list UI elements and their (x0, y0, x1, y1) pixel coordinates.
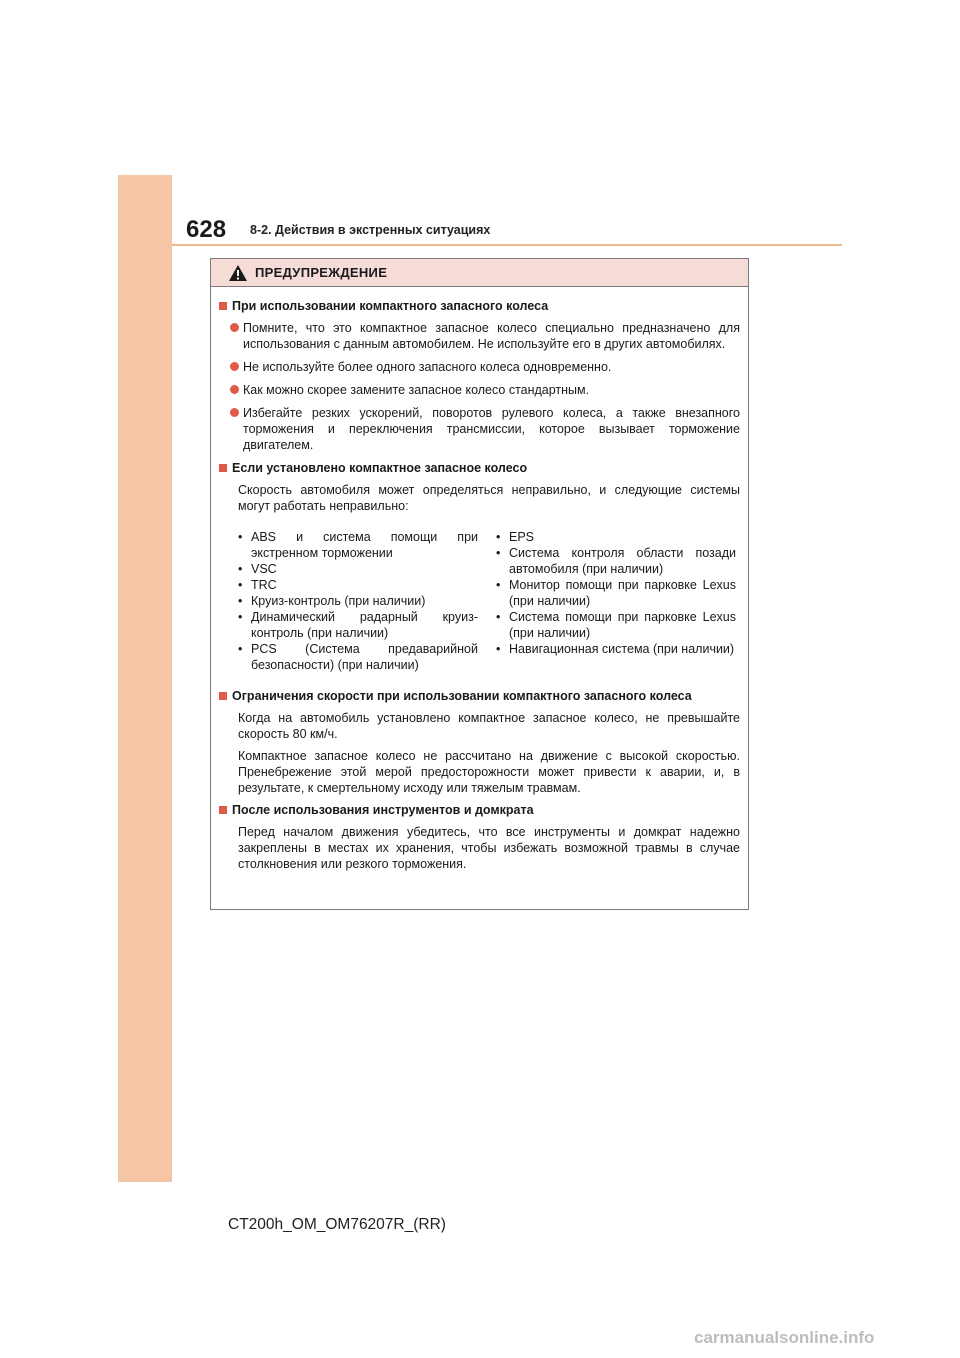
list-item-text: VSC (251, 562, 277, 576)
list-item (238, 593, 478, 609)
warning-triangle-icon (228, 264, 248, 282)
bullet-mark: • (496, 578, 501, 592)
red-square-bullet-icon (219, 806, 227, 814)
warning-header (211, 259, 748, 287)
red-dot-bullet-icon (230, 385, 239, 394)
list-item-text: Система помощи при парковке Lexus (при наличии) (509, 610, 736, 640)
paragraph: Скорость автомобиля может определяться неправильно, и следующие системы могут работать неправильно: (238, 483, 740, 513)
list-item (238, 641, 478, 673)
list-item-text: TRC (251, 578, 277, 592)
warning-box (210, 258, 749, 910)
list-item-text: EPS (509, 530, 535, 544)
list-item (496, 577, 736, 609)
list-item-text: Динамический радарный круиз-контроль (при наличии) (251, 610, 478, 640)
systems-list-left (238, 529, 478, 673)
bullet-text: Как можно скорее замените запасное колесо стандартным. (243, 383, 590, 397)
list-item-text: Навигационная система (при наличии) (509, 642, 735, 656)
red-dot-bullet-icon (230, 323, 239, 332)
section-heading (219, 802, 740, 818)
list-item (496, 529, 736, 545)
list-item-text: ABS и система помощи при экстренном торможении (251, 530, 478, 560)
bullet-mark: • (238, 530, 243, 544)
list-item-text: PCS (Система предаварийной безопасности) (при наличии) (251, 642, 478, 672)
bullet-text: Не используйте более одного запасного колеса одновременно. (243, 360, 612, 374)
red-square-bullet-icon (219, 302, 227, 310)
red-square-bullet-icon (219, 692, 227, 700)
heading-text: После использования инструментов и домкрата (232, 803, 534, 817)
bullet-mark: • (496, 546, 501, 560)
warning-content (211, 287, 748, 872)
heading-text: При использовании компактного запасного колеса (232, 299, 549, 313)
section-title: 8-2. Действия в экстренных ситуациях (250, 223, 491, 237)
list-item (238, 529, 478, 561)
list-item-text: Круиз-контроль (при наличии) (251, 594, 426, 608)
bullet-mark: • (238, 562, 243, 576)
paragraph: Компактное запасное колесо не рассчитано на движение с высокой скоростью. Пренебрежение этой мерой предосторожности может привести к аварии, и, в результате, к смертельному исходу или тяжелым травмам. (238, 749, 740, 795)
warning-title: ПРЕДУПРЕЖДЕНИЕ (255, 265, 388, 280)
bullet-mark: • (238, 642, 243, 656)
watermark: carmanualsonline.info (694, 1328, 875, 1347)
bullet-mark: • (238, 610, 243, 624)
bullet-text: Избегайте резких ускорений, поворотов рулевого колеса, а также внезапного торможения и переключения трансмиссии, которое вызывает торможение двигателем. (243, 406, 740, 452)
list-item (219, 405, 740, 453)
list-item (238, 577, 478, 593)
red-dot-bullet-icon (230, 408, 239, 417)
list-item (219, 320, 740, 352)
list-item (496, 609, 736, 641)
section-heading (219, 298, 740, 314)
red-dot-bullet-icon (230, 362, 239, 371)
document-code: CT200h_OM_OM76207R_(RR) (228, 1216, 446, 1233)
systems-list-right (496, 529, 736, 673)
bullet-mark: • (496, 530, 501, 544)
list-item (496, 641, 736, 657)
red-square-bullet-icon (219, 464, 227, 472)
bullet-mark: • (238, 594, 243, 608)
heading-text: Ограничения скорости при использовании компактного запасного колеса (232, 689, 692, 703)
paragraph: Перед началом движения убедитесь, что все инструменты и домкрат надежно закреплены в местах их хранения, чтобы избежать возможной травмы в случае столкновения или резкого торможения. (238, 825, 740, 871)
list-item (238, 561, 478, 577)
systems-list (219, 529, 740, 673)
list-item-text: Система контроля области позади автомобиля (при наличии) (509, 546, 736, 576)
section-heading (219, 688, 740, 704)
list-item (496, 545, 736, 577)
page-number: 628 (186, 216, 227, 243)
list-item (219, 359, 740, 375)
side-accent-band (118, 175, 172, 1182)
list-item-text: Монитор помощи при парковке Lexus (при наличии) (509, 578, 736, 608)
paragraph: Когда на автомобиль установлено компактное запасное колесо, не превышайте скорость 80 км/ч. (238, 711, 740, 741)
bullet-text: Помните, что это компактное запасное колесо специально предназначено для использования с данным автомобилем. Не используйте его в других автомобилях. (243, 321, 740, 351)
list-item (238, 609, 478, 641)
heading-text: Если установлено компактное запасное колесо (232, 461, 528, 475)
bullet-mark: • (496, 610, 501, 624)
list-item (219, 382, 740, 398)
section-heading (219, 460, 740, 476)
bullet-mark: • (238, 578, 243, 592)
bullet-mark: • (496, 642, 501, 656)
header-divider (172, 244, 842, 246)
